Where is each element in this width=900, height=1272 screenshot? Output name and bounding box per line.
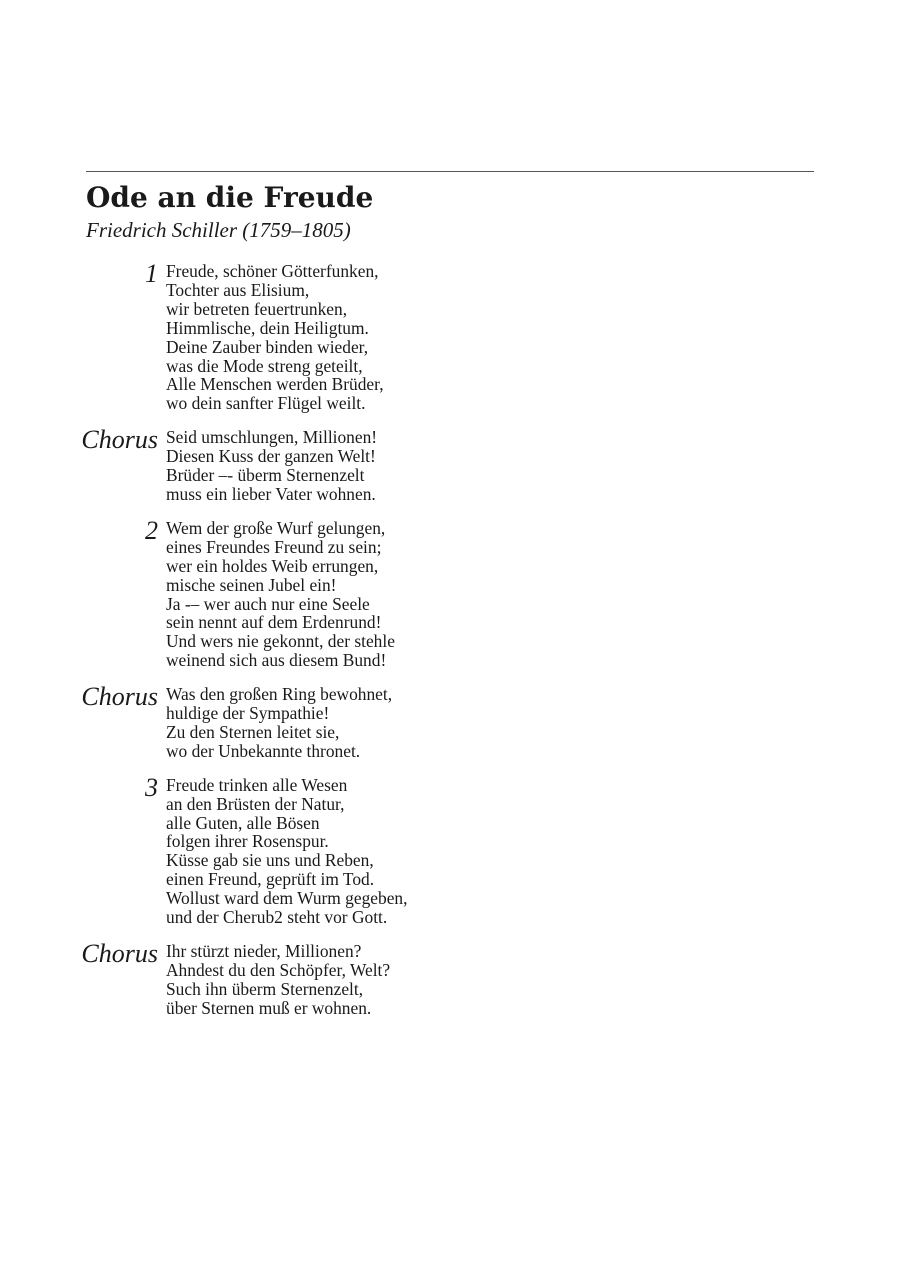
verse-line: Such ihn überm Sternenzelt, bbox=[166, 978, 364, 999]
verse-line: wir betreten feuertrunken, bbox=[166, 298, 348, 319]
verse-line: muss ein lieber Vater wohnen. bbox=[166, 483, 376, 504]
verse-line: Deine Zauber binden wieder, bbox=[166, 336, 369, 357]
verse-line: Himmlische, dein Heiligtum. bbox=[166, 317, 369, 338]
chorus-label: Chorus bbox=[81, 939, 158, 968]
stanza bbox=[0, 772, 900, 928]
verse-line: alle Guten, alle Bösen bbox=[166, 812, 320, 833]
verse-line: folgen ihrer Rosenspur. bbox=[166, 831, 329, 852]
poem-title: Ode an die Freude bbox=[86, 181, 374, 214]
stanza-number: 3 bbox=[145, 772, 158, 802]
stanza-lines bbox=[166, 519, 395, 670]
verse-line: wo dein sanfter Flügel weilt. bbox=[166, 393, 366, 414]
stanza-lines bbox=[166, 776, 407, 927]
verse-line: sein nennt auf dem Erdenrund! bbox=[166, 612, 382, 633]
header-rule bbox=[86, 171, 814, 172]
verse-line: Ja -– wer auch nur eine Seele bbox=[166, 593, 370, 614]
verse-line: wer ein holdes Weib errungen, bbox=[166, 555, 379, 576]
verse-line: Tochter aus Elisium, bbox=[166, 279, 310, 300]
poem-body bbox=[0, 259, 900, 1033]
verse-line: Diesen Kuss der ganzen Welt! bbox=[166, 446, 376, 467]
verse-line: Ihr stürzt nieder, Millionen? bbox=[166, 941, 362, 961]
verse-line: Freude trinken alle Wesen bbox=[166, 774, 348, 795]
verse-line: Was den großen Ring bewohnet, bbox=[166, 684, 393, 705]
stanza-number: 1 bbox=[145, 259, 158, 288]
verse-line: eines Freundes Freund zu sein; bbox=[166, 536, 382, 557]
chorus bbox=[0, 939, 900, 1018]
chorus-lines bbox=[166, 428, 377, 504]
chorus bbox=[0, 425, 900, 504]
chorus-lines bbox=[166, 685, 392, 761]
stanza bbox=[0, 515, 900, 671]
verse-line: Wem der große Wurf gelungen, bbox=[166, 517, 386, 538]
verse-line: und der Cherub2 steht vor Gott. bbox=[166, 907, 388, 928]
poem-author: Friedrich Schiller (1759–1805) bbox=[86, 218, 351, 242]
verse-line: über Sternen muß er wohnen. bbox=[166, 997, 372, 1018]
chorus-lines bbox=[166, 942, 390, 1018]
verse-line: einen Freund, geprüft im Tod. bbox=[166, 869, 375, 890]
verse-line: an den Brüsten der Natur, bbox=[166, 793, 345, 814]
chorus bbox=[0, 682, 900, 761]
verse-line: Ahndest du den Schöpfer, Welt? bbox=[166, 959, 391, 980]
verse-line: mische seinen Jubel ein! bbox=[166, 574, 337, 595]
chorus-label: Chorus bbox=[81, 425, 158, 455]
stanza bbox=[0, 259, 900, 414]
verse-line: Wollust ward dem Wurm gegeben, bbox=[166, 888, 408, 909]
verse-line: Seid umschlungen, Millionen! bbox=[166, 427, 378, 448]
verse-line: wo der Unbekannte thronet. bbox=[166, 740, 361, 761]
verse-line: Freude, schöner Götterfunken, bbox=[166, 261, 379, 281]
verse-line: weinend sich aus diesem Bund! bbox=[166, 650, 387, 671]
verse-line: Küsse gab sie uns und Reben, bbox=[166, 850, 374, 871]
stanza-number: 2 bbox=[145, 515, 158, 545]
verse-line: Und wers nie gekonnt, der stehle bbox=[166, 631, 395, 652]
chorus-label: Chorus bbox=[81, 682, 158, 712]
verse-line: huldige der Sympathie! bbox=[166, 703, 330, 724]
verse-line: Brüder –- überm Sternenzelt bbox=[166, 465, 365, 486]
verse-line: Zu den Sternen leitet sie, bbox=[166, 721, 340, 742]
verse-line: Alle Menschen werden Brüder, bbox=[166, 374, 384, 395]
verse-line: was die Mode streng geteilt, bbox=[166, 355, 363, 376]
stanza-lines bbox=[166, 262, 384, 413]
